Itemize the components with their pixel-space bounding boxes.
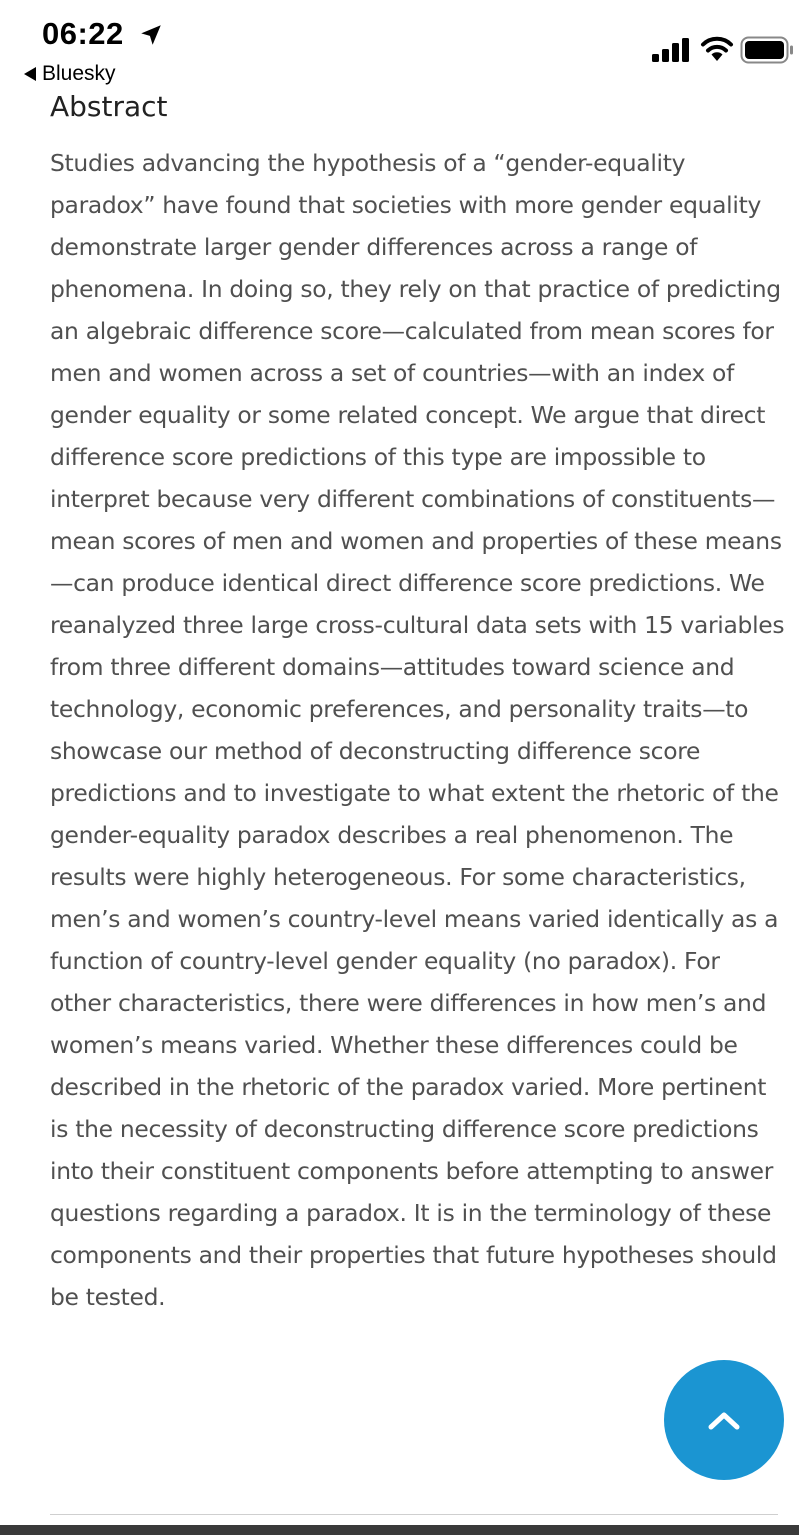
chevron-up-icon xyxy=(706,1408,742,1432)
abstract-body: Studies advancing the hypothesis of a “gender-equality paradox” have found that societies with more gender equality demonstrate larger gender differences across a range of phenomena. In doing so, they rely on that practice of predicting an algebraic difference score—calculated from mean scores for men and women across a set of countries—with an index of gender equality or some related concept. We argue that direct difference score predictions of this type are impossible to interpret because very different combinations of constituents—mean scores of men and women and properties of these means—can produce identical direct difference score predictions. We reanalyzed three large cross-cultural data sets with 15 variables from three different domains—attitudes toward science and technology, economic preferences, and personality traits—to showcase our method of deconstructing difference score predictions and to investigate to what extent the rhetoric of the gender-equality paradox describes a real phenomenon. The results were highly heterogeneous. For some characteristics, men’s and women’s country-level means varied identically as a function of country-level gender equality (no paradox). For other characteristics, there were differences in how men’s and women’s means varied. Whether these differences could be described in the rhetoric of the paradox varied. More pertinent is the necessity of deconstructing difference score predictions into their constituent components before attempting to answer questions regarding a paradox. It is in the terminology of these components and their properties that future hypotheses should be tested. xyxy=(50,149,785,1311)
bottom-toolbar-edge xyxy=(0,1525,799,1535)
location-arrow-icon xyxy=(138,22,164,48)
section-divider xyxy=(50,1514,778,1515)
status-time: 06:22 xyxy=(42,16,124,51)
back-app-label: Bluesky xyxy=(42,62,116,85)
back-to-app-button[interactable] xyxy=(24,62,116,86)
abstract-heading: Abstract xyxy=(50,90,168,123)
scroll-to-top-button[interactable] xyxy=(664,1360,784,1480)
back-arrow-icon xyxy=(24,67,36,81)
status-bar xyxy=(0,0,799,92)
cellular-signal-icon xyxy=(652,38,692,62)
battery-icon xyxy=(740,36,794,64)
wifi-icon xyxy=(700,36,734,62)
